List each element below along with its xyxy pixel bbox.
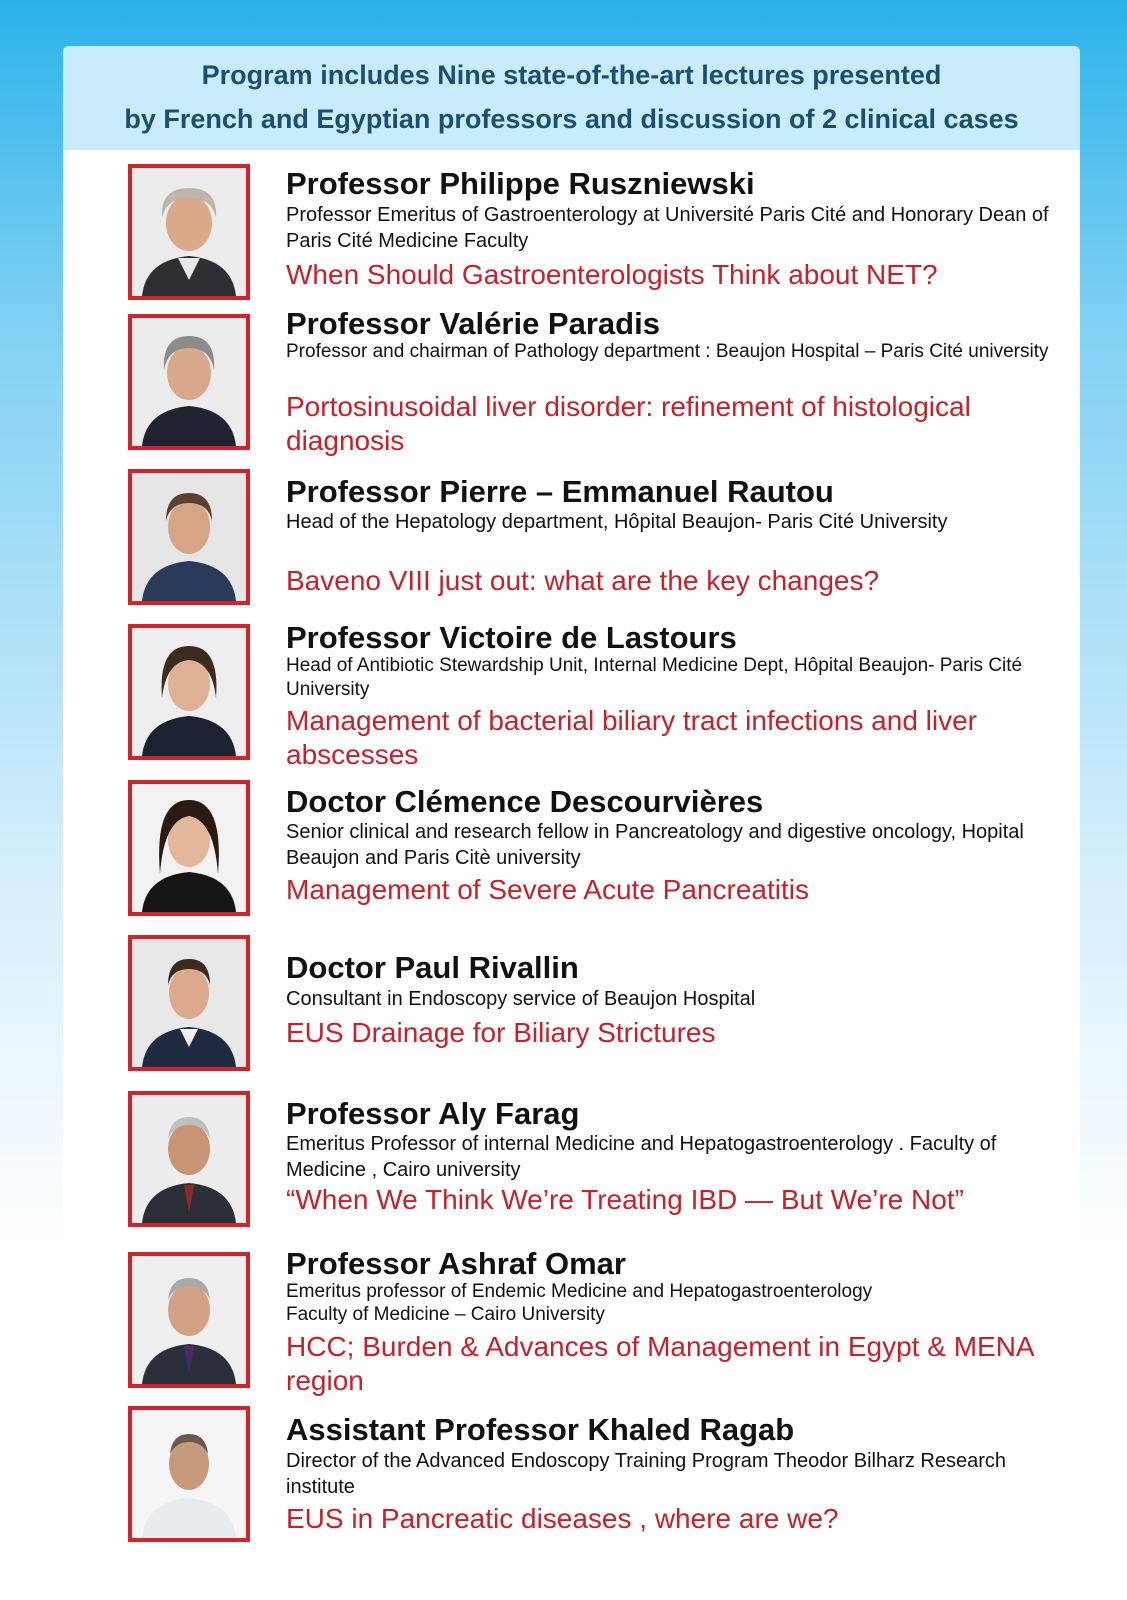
portrait-icon	[132, 473, 246, 601]
speaker-affiliation: Senior clinical and research fellow in Pancreatology and digestive oncology, Hopital Beaujon and Paris Citè university	[286, 821, 1024, 869]
speaker-name: Professor Ashraf Omar	[286, 1246, 626, 1281]
speaker-name: Professor Valérie Paradis	[286, 306, 660, 341]
speaker-name: Doctor Paul Rivallin	[286, 950, 579, 985]
portrait-icon	[132, 1256, 246, 1384]
speaker-photo	[128, 1252, 250, 1388]
portrait-icon	[132, 1410, 246, 1538]
speaker-affiliation: Professor Emeritus of Gastroenterology at Université Paris Cité and Honorary Dean of Paris Cité Medicine Faculty	[286, 204, 1049, 252]
talk-title: Portosinusoidal liver disorder: refinement of histological diagnosis	[286, 391, 971, 456]
speaker-affiliation: Emeritus Professor of internal Medicine and Hepatogastroenterology . Faculty of Medicine , Cairo university	[286, 1133, 997, 1181]
talk-title: “When We Think We’re Treating IBD — But We’re Not”	[286, 1184, 964, 1215]
speaker-affiliation: Head of Antibiotic Stewardship Unit, Internal Medicine Dept, Hôpital Beaujon- Paris Cité University	[286, 655, 1023, 700]
talk-title: Management of Severe Acute Pancreatitis	[286, 874, 809, 905]
talk-title: Baveno VIII just out: what are the key changes?	[286, 565, 880, 596]
speaker-affiliation: Consultant in Endoscopy service of Beaujon Hospital	[286, 988, 756, 1010]
speaker-name: Professor Victoire de Lastours	[286, 620, 737, 655]
speaker-affiliation: Head of the Hepatology department, Hôpital Beaujon- Paris Cité University	[286, 511, 948, 533]
talk-title: HCC; Burden & Advances of Management in Egypt & MENA region	[286, 1331, 1034, 1396]
portrait-icon	[132, 168, 246, 296]
talk-title: Management of bacterial biliary tract infections and liver abscesses	[286, 705, 978, 770]
speaker-photo	[128, 624, 250, 760]
speaker-name: Professor Pierre – Emmanuel Rautou	[286, 474, 834, 509]
portrait-icon	[132, 784, 246, 912]
speaker-photo	[128, 1091, 250, 1227]
talk-title: EUS Drainage for Biliary Strictures	[286, 1017, 716, 1048]
speaker-photo	[128, 935, 250, 1071]
speaker-photo	[128, 469, 250, 605]
talk-title: When Should Gastroenterologists Think about NET?	[286, 259, 938, 290]
speaker-affiliation-line-2: Faculty of Medicine – Cairo University	[286, 1304, 605, 1325]
header-line-2: by French and Egyptian professors and discussion of 2 clinical cases	[124, 104, 1019, 134]
speaker-name: Doctor Clémence Descourvières	[286, 784, 764, 819]
speaker-affiliation-line-1: Emeritus professor of Endemic Medicine and Hepatogastroenterology	[286, 1281, 873, 1302]
speaker-affiliation: Professor and chairman of Pathology department : Beaujon Hospital – Paris Cité university	[286, 341, 1049, 362]
speaker-photo	[128, 314, 250, 450]
program-header	[63, 46, 1080, 150]
speaker-name: Assistant Professor Khaled Ragab	[286, 1412, 795, 1447]
speaker-photo	[128, 164, 250, 300]
header-line-1: Program includes Nine state-of-the-art lectures presented	[201, 60, 942, 90]
portrait-icon	[132, 1095, 246, 1223]
portrait-icon	[132, 628, 246, 756]
speaker-affiliation: Director of the Advanced Endoscopy Training Program Theodor Bilharz Research institute	[286, 1450, 1007, 1498]
speaker-photo	[128, 1406, 250, 1542]
speaker-name: Professor Philippe Ruszniewski	[286, 166, 755, 201]
portrait-icon	[132, 939, 246, 1067]
portrait-icon	[132, 318, 246, 446]
talk-title: EUS in Pancreatic diseases , where are we?	[286, 1503, 839, 1534]
speaker-photo	[128, 780, 250, 916]
speaker-name: Professor Aly Farag	[286, 1096, 580, 1131]
